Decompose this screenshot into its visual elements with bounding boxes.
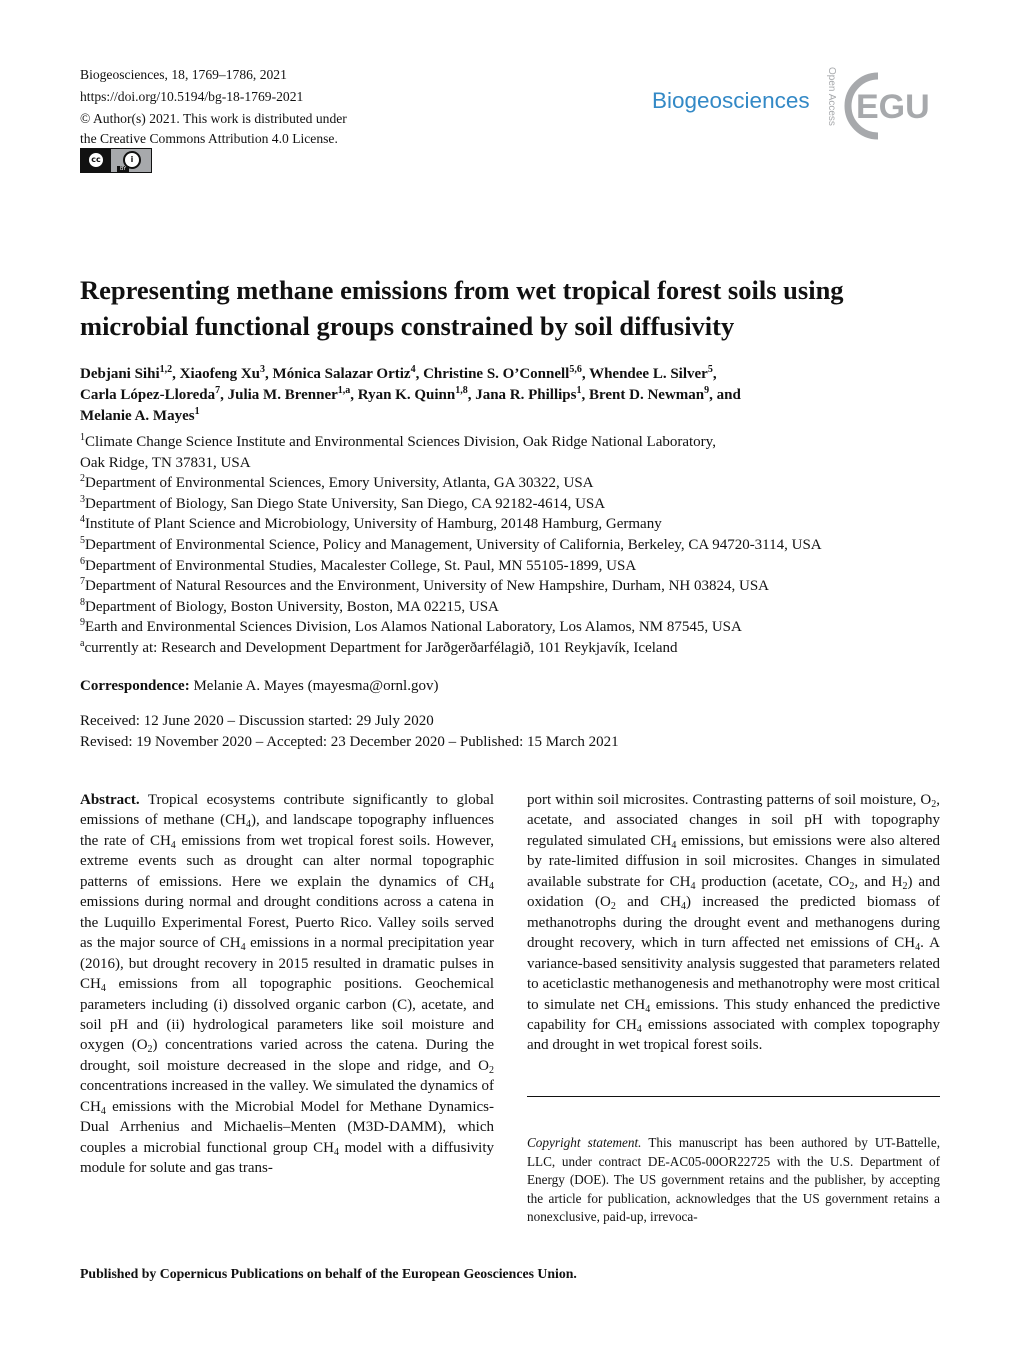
open-access-text: Open Access [826, 67, 837, 126]
correspondence-label: Correspondence: [80, 678, 190, 694]
abstract-column-left: Abstract. Tropical ecosystems contribute significantly to global emissions of methane $(CH_4)$, and landscape topography influences the rate of $CH_4$ emissions from wet tropical forest soils. However, extreme events such as drought can alter normal topographic patterns of emissions. Here we explain the dynamics of $CH_4$ emissions during normal and drought conditions across a catena in the Luquillo Experimental Forest, Puerto Rico. Valley soils served as the major source of $CH_4$ emissions in a normal precipitation year (2016), but drought recovery in 2015 resulted in dramatic pulses in $CH_4$ emissions from all topographic positions. Geochemical parameters including (i) dissolved organic carbon (C), acetate, and soil pH and (ii) hydrological parameters like soil moisture and oxygen $(O_2)$ concentrations varied across the catena. During the drought, soil moisture decreased in the slope and ridge, and $O_2$ concentrations increased in the valley. We simulated the dynamics of $CH_4$ emissions with the Microbial Model for Methane Dynamics-Dual Arrhenius and Michaelis–Menten (M3D-DAMM), which couples a microbial functional group $CH_4$ model with a diffusivity module for solute and gas trans- [80, 792, 495, 1177]
affiliation-8: $^8$Department of Biology, Boston University, Boston, MA 02215, USA [80, 596, 499, 615]
author-1: Debjani Sihi$^{1,2}$, [80, 364, 180, 382]
affiliation-3: $^3$Department of Biology, San Diego State University, San Diego, CA 92182-4614, USA [80, 493, 606, 512]
dates-line-2: Revised: 19 November 2020 – Accepted: 23 December 2020 – Published: 15 March 2021 [80, 734, 619, 750]
egu-logo [842, 66, 942, 146]
affiliation-1: $^1$Climate Change Science Institute and Environmental Sciences Division, Oak Ridge National Laboratory, [80, 432, 716, 450]
author-list [80, 364, 940, 427]
abstract-left-tail: model with a diffusivity module for solute and gas trans- [80, 1139, 495, 1177]
dates-line-1: Received: 12 June 2020 – Discussion started: 29 July 2020 [80, 713, 434, 729]
affiliation-4: $^4$Institute of Plant Science and Microbiology, University of Hamburg, 20148 Hamburg, Germany [80, 514, 662, 533]
doi-link[interactable]: https://doi.org/10.5194/bg-18-1769-2021 [80, 89, 304, 104]
affiliation-2: $^2$Department of Environmental Sciences, Emory University, Atlanta, GA 30322, USA [80, 473, 594, 492]
copyright-statement [527, 1134, 940, 1227]
article-title [80, 272, 950, 344]
author-8: Ryan K. Quinn$^{1,8}$, [357, 385, 476, 403]
affiliation-a: $^a$currently at: Research and Development Department for Jarðgerðarfélagið, 101 Reykjavík, Iceland [80, 637, 678, 656]
affiliation-7: $^7$Department of Natural Resources and the Environment, University of New Hampshire, Durham, NH 03824, USA [80, 576, 770, 595]
author-4: Christine S. O’Connell$^{5,6}$, [423, 364, 590, 382]
publication-dates [80, 711, 619, 753]
author-9: Jana R. Phillips$^1$, [475, 385, 589, 403]
abstract-column-right: port within soil microsites. Contrasting patterns of soil moisture, $O_2$, acetate, and associated changes in soil pH with topography regulated simulated $CH_4$ emissions, but emissions were also altered by rate-limited diffusion in soil microsites. Changes in simulated available substrate for $CH_4$ production (acetate, $CO_2$, and $H_2$) and oxidation ($O_2$ and $CH_4$) increased the predicted biomass of methanotrophs during the drought event and methanogens during drought recovery, which in turn affected net emissions of $CH_4$. A variance-based sensitivity analysis suggested that parameters related to aceticlastic methanogenesis and methanotrophy were most critical to simulate net $CH_4$ emissions. This study enhanced the predictive capability for $CH_4$ emissions associated with complex topography and drought in wet tropical forest soils. [527, 792, 941, 1054]
author-10: Brent D. Newman$^9$, and [588, 385, 741, 403]
affiliation-list [80, 432, 950, 659]
copyright-label: Copyright statement. [527, 1135, 642, 1150]
cc-by-label: BY [117, 166, 129, 172]
abstract-right-head: port within soil microsites. Contrasting patterns of soil moisture, O [527, 792, 932, 808]
publisher-footer: Published by Copernicus Publications on behalf of the European Geosciences Union. [80, 1266, 577, 1281]
open-access-label [826, 65, 840, 145]
author-6: Carla López-Lloreda$^7$, [80, 385, 228, 403]
correspondence [80, 676, 438, 697]
journal-name: Biogeosciences [652, 88, 810, 113]
abstract-label: Abstract. [80, 792, 140, 808]
affiliation-1-cont: Oak Ridge, TN 37831, USA [80, 454, 251, 471]
affiliation-5: $^5$Department of Environmental Science, Policy and Management, University of California, Berkeley, CA 94720-3114, USA [80, 534, 822, 553]
title-line-2: microbial functional groups constrained by soil diffusivity [80, 311, 735, 341]
copyright-line: © Author(s) 2021. This work is distributed under [80, 111, 347, 126]
author-11: Melanie A. Mayes$^1$ [80, 406, 200, 424]
egu-text: EGU [856, 88, 930, 126]
by-person-icon: i [123, 151, 141, 169]
title-line-1: Representing methane emissions from wet tropical forest soils using [80, 275, 844, 305]
license-line: the Creative Commons Attribution 4.0 License. [80, 131, 338, 146]
author-7: Julia M. Brenner$^{1,a}$, [227, 385, 358, 403]
author-3: Mónica Salazar Ortiz$^4$, [272, 364, 424, 382]
copyright-text: This manuscript has been authored by UT-Battelle, LLC, under contract DE-AC05-00OR22725 with the U.S. Department of Energy (DOE). The US government retains and the publisher, by accepting the article for publication, acknowledges that the US government retains a nonexclusive, paid-up, irrevoca- [527, 1135, 940, 1225]
affiliation-6: $^6$Department of Environmental Studies, Macalester College, St. Paul, MN 55105-1899, USA [80, 555, 637, 574]
cc-by-badge[interactable] [80, 148, 152, 173]
citation: Biogeosciences, 18, 1769–1786, 2021 [80, 67, 287, 82]
affiliation-9: $^9$Earth and Environmental Sciences Division, Los Alamos National Laboratory, Los Alamos, NM 87545, USA [80, 617, 742, 636]
author-5: Whendee L. Silver$^5$, [589, 364, 717, 382]
cc-icon: cc [87, 151, 105, 169]
correspondence-value[interactable]: Melanie A. Mayes (mayesma@ornl.gov) [193, 678, 439, 694]
footnote-divider [527, 1096, 940, 1097]
author-2: Xiaofeng Xu$^3$, [179, 364, 273, 382]
